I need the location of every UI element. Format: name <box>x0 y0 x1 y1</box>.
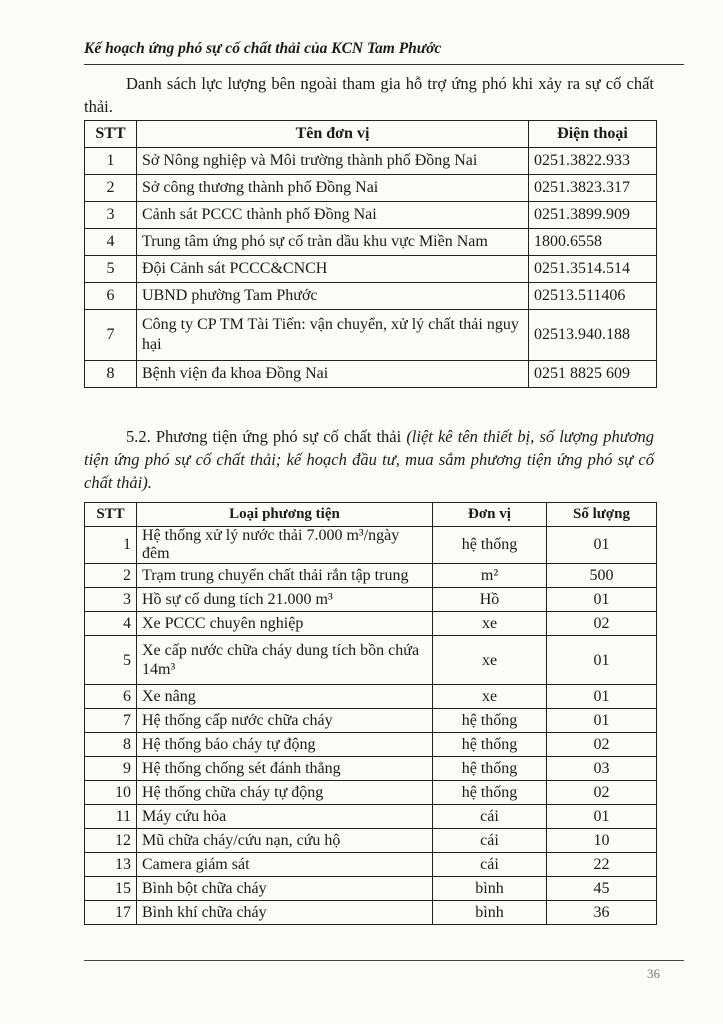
quantity-cell: 22 <box>547 853 657 877</box>
table-row <box>85 310 657 361</box>
unit-cell: cái <box>433 853 547 877</box>
phone-cell: 02513.940.188 <box>529 310 657 361</box>
quantity-cell: 01 <box>547 636 657 685</box>
equipment-cell: Hệ thống báo cháy tự động <box>137 733 433 757</box>
equipment-cell: Xe nâng <box>137 685 433 709</box>
stt-cell: 9 <box>85 757 137 781</box>
equipment-cell: Hệ thống xử lý nước thải 7.000 m³/ngày đêm <box>137 527 433 564</box>
footer-rule <box>84 960 684 961</box>
stt-cell: 7 <box>85 709 137 733</box>
stt-cell: 12 <box>85 829 137 853</box>
phone-cell: 0251.3823.317 <box>529 175 657 202</box>
unit-cell: Hồ <box>433 588 547 612</box>
unit-cell: bình <box>433 877 547 901</box>
quantity-cell: 500 <box>547 564 657 588</box>
equipment-cell: Mũ chữa cháy/cứu nạn, cứu hộ <box>137 829 433 853</box>
quantity-cell: 01 <box>547 527 657 564</box>
quantity-cell: 03 <box>547 757 657 781</box>
equipment-cell: Hệ thống cấp nước chữa cháy <box>137 709 433 733</box>
stt-cell: 5 <box>85 256 137 283</box>
unit-name-cell: Cảnh sát PCCC thành phố Đồng Nai <box>137 202 529 229</box>
stt-cell: 6 <box>85 283 137 310</box>
table-row <box>85 148 657 175</box>
header-cell: Tên đơn vị <box>137 121 529 148</box>
table-row <box>85 709 657 733</box>
table-row <box>85 877 657 901</box>
stt-cell: 15 <box>85 877 137 901</box>
table-row <box>85 685 657 709</box>
stt-cell: 3 <box>85 588 137 612</box>
running-header: Kế hoạch ứng phó sự cố chất thải của KCN Tam Phước <box>84 40 442 57</box>
quantity-cell: 36 <box>547 901 657 925</box>
header-cell: Điện thoại <box>529 121 657 148</box>
stt-cell: 1 <box>85 527 137 564</box>
equipment-cell: Bình khí chữa cháy <box>137 901 433 925</box>
table-row <box>85 636 657 685</box>
quantity-cell: 01 <box>547 805 657 829</box>
unit-name-cell: Công ty CP TM Tài Tiến: vận chuyển, xử lý chất thải nguy hại <box>137 310 529 361</box>
stt-cell: 4 <box>85 229 137 256</box>
stt-cell: 1 <box>85 148 137 175</box>
header-cell: Số lượng <box>547 503 657 527</box>
unit-name-cell: Bệnh viện đa khoa Đồng Nai <box>137 361 529 388</box>
unit-cell: bình <box>433 901 547 925</box>
table-row <box>85 781 657 805</box>
table-row <box>85 612 657 636</box>
external-forces-table <box>84 120 657 388</box>
header-cell: Đơn vị <box>433 503 547 527</box>
equipment-cell: Hệ thống chống sét đánh thẳng <box>137 757 433 781</box>
table-row <box>85 588 657 612</box>
unit-cell: xe <box>433 636 547 685</box>
quantity-cell: 02 <box>547 781 657 805</box>
equipment-cell: Máy cứu hỏa <box>137 805 433 829</box>
phone-cell: 0251.3822.933 <box>529 148 657 175</box>
equipment-cell: Hồ sự cố dung tích 21.000 m³ <box>137 588 433 612</box>
header-rule <box>84 64 684 65</box>
section-italic-note: (liệt kê tên thiết bị, số lượng phương tiện ứng phó sự cố chất thải; kế hoạch đầu tư, mua sắm phương tiện ứng phó sự cố chất thải). <box>84 427 655 492</box>
section-lead: 5.2. Phương tiện ứng phó sự cố chất thải <box>126 427 402 446</box>
table-row <box>85 202 657 229</box>
stt-cell: 2 <box>85 175 137 202</box>
stt-cell: 3 <box>85 202 137 229</box>
unit-cell: xe <box>433 685 547 709</box>
unit-cell: m² <box>433 564 547 588</box>
stt-cell: 17 <box>85 901 137 925</box>
stt-cell: 13 <box>85 853 137 877</box>
unit-name-cell: Sở Nông nghiệp và Môi trường thành phố Đồng Nai <box>137 148 529 175</box>
unit-cell: xe <box>433 612 547 636</box>
table-header-row <box>85 503 657 527</box>
intro-paragraph <box>84 72 654 118</box>
equipment-cell: Xe cấp nước chữa cháy dung tích bồn chứa 14m³ <box>137 636 433 685</box>
header-cell: Loại phương tiện <box>137 503 433 527</box>
table-row <box>85 256 657 283</box>
header-cell: STT <box>85 121 137 148</box>
quantity-cell: 01 <box>547 709 657 733</box>
table-row <box>85 564 657 588</box>
phone-cell: 0251 8825 609 <box>529 361 657 388</box>
unit-cell: hệ thống <box>433 757 547 781</box>
intro-text: Danh sách lực lượng bên ngoài tham gia hỗ trợ ứng phó khi xảy ra sự cố chất thải. <box>84 74 654 116</box>
unit-name-cell: UBND phường Tam Phước <box>137 283 529 310</box>
section-5-2-paragraph <box>84 425 654 494</box>
quantity-cell: 02 <box>547 612 657 636</box>
table-row <box>85 853 657 877</box>
unit-name-cell: Đội Cảnh sát PCCC&CNCH <box>137 256 529 283</box>
table-row <box>85 829 657 853</box>
unit-cell: cái <box>433 829 547 853</box>
table-row <box>85 733 657 757</box>
quantity-cell: 01 <box>547 685 657 709</box>
table-row <box>85 805 657 829</box>
equipment-cell: Hệ thống chữa cháy tự động <box>137 781 433 805</box>
equipment-cell: Xe PCCC chuyên nghiệp <box>137 612 433 636</box>
page-number: 36 <box>647 966 660 981</box>
stt-cell: 4 <box>85 612 137 636</box>
stt-cell: 11 <box>85 805 137 829</box>
stt-cell: 5 <box>85 636 137 685</box>
quantity-cell: 02 <box>547 733 657 757</box>
unit-cell: hệ thống <box>433 781 547 805</box>
stt-cell: 6 <box>85 685 137 709</box>
table-row <box>85 901 657 925</box>
phone-cell: 0251.3514.514 <box>529 256 657 283</box>
unit-name-cell: Sở công thương thành phố Đồng Nai <box>137 175 529 202</box>
header-cell: STT <box>85 503 137 527</box>
equipment-cell: Trạm trung chuyển chất thải rắn tập trung <box>137 564 433 588</box>
quantity-cell: 01 <box>547 588 657 612</box>
unit-cell: hệ thống <box>433 733 547 757</box>
stt-cell: 10 <box>85 781 137 805</box>
table-row <box>85 283 657 310</box>
table-row <box>85 175 657 202</box>
unit-cell: cái <box>433 805 547 829</box>
table-row <box>85 361 657 388</box>
phone-cell: 1800.6558 <box>529 229 657 256</box>
table-header-row <box>85 121 657 148</box>
unit-name-cell: Trung tâm ứng phó sự cố tràn dầu khu vực Miền Nam <box>137 229 529 256</box>
quantity-cell: 10 <box>547 829 657 853</box>
equipment-cell: Camera giám sát <box>137 853 433 877</box>
phone-cell: 0251.3899.909 <box>529 202 657 229</box>
equipment-table <box>84 502 657 925</box>
unit-cell: hệ thống <box>433 527 547 564</box>
stt-cell: 8 <box>85 361 137 388</box>
phone-cell: 02513.511406 <box>529 283 657 310</box>
quantity-cell: 45 <box>547 877 657 901</box>
stt-cell: 8 <box>85 733 137 757</box>
table-row <box>85 229 657 256</box>
stt-cell: 2 <box>85 564 137 588</box>
table-row <box>85 757 657 781</box>
unit-cell: hệ thống <box>433 709 547 733</box>
stt-cell: 7 <box>85 310 137 361</box>
equipment-cell: Bình bột chữa cháy <box>137 877 433 901</box>
table-row <box>85 527 657 564</box>
